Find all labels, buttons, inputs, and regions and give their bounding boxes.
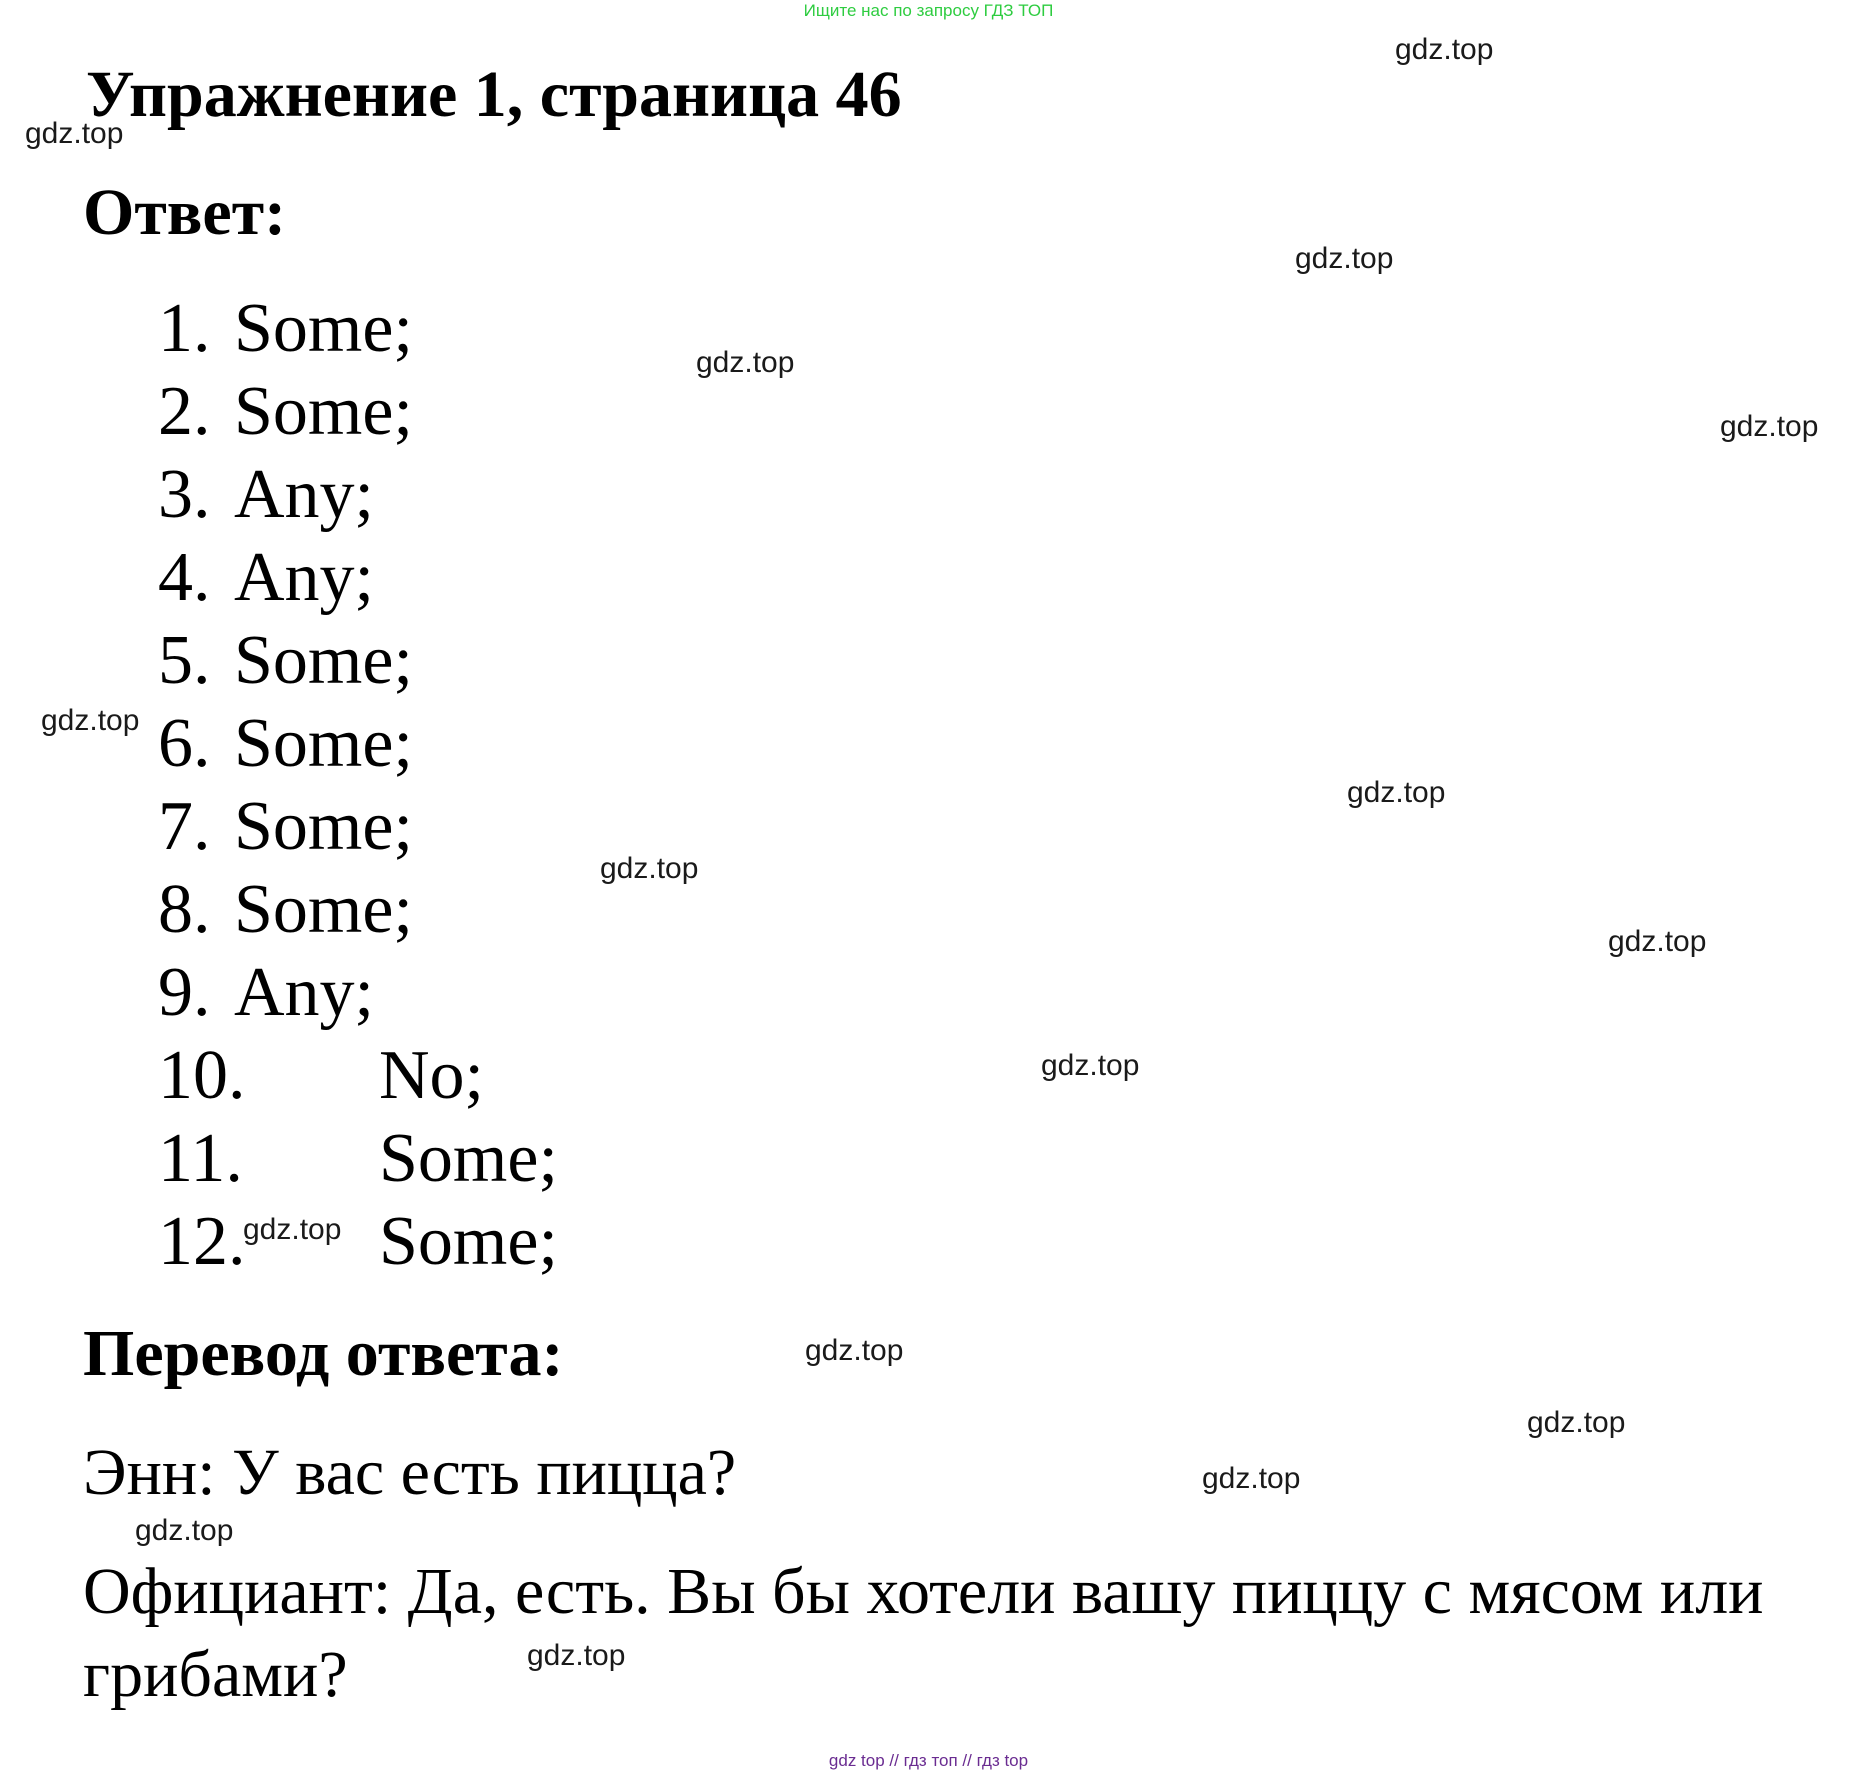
answer-value: Some; xyxy=(234,290,413,367)
answer-item xyxy=(158,951,374,1035)
answer-value: Some; xyxy=(234,705,413,782)
watermark: gdz.top xyxy=(696,346,795,379)
watermark: gdz.top xyxy=(1202,1462,1301,1495)
answer-item xyxy=(158,1034,484,1118)
answer-item xyxy=(158,453,374,537)
answer-number: 11. xyxy=(158,1120,243,1197)
footer-banner: gdz top // гдз топ // гдз top xyxy=(828,1751,1029,1770)
answer-number: 3. xyxy=(158,456,211,533)
watermark: gdz.top xyxy=(600,852,699,885)
answer-number: 9. xyxy=(158,954,211,1031)
answer-value: Some; xyxy=(379,1120,558,1197)
answer-item xyxy=(158,868,413,952)
answer-number: 7. xyxy=(158,788,211,865)
answer-item xyxy=(158,370,413,454)
answer-number: 4. xyxy=(158,539,211,616)
watermark: gdz.top xyxy=(243,1213,342,1246)
answer-value: Some; xyxy=(234,622,413,699)
answer-number: 5. xyxy=(158,622,211,699)
answer-item xyxy=(158,1117,558,1201)
watermark: gdz.top xyxy=(41,704,140,737)
answer-item xyxy=(158,619,413,703)
answer-value: Some; xyxy=(234,788,413,865)
answer-item xyxy=(158,702,413,786)
translation-heading: Перевод ответа: xyxy=(83,1317,564,1390)
translation-line-waiter: Официант: Да, есть. Вы бы хотели вашу пиццу с мясом или xyxy=(83,1555,1764,1628)
top-banner: Ищите нас по запросу ГДЗ ТОП xyxy=(803,1,1054,20)
answer-number: 2. xyxy=(158,373,211,450)
answer-number: 10. xyxy=(158,1037,246,1114)
watermark: gdz.top xyxy=(1347,776,1446,809)
answer-number: 1. xyxy=(158,290,211,367)
answer-value: Any; xyxy=(234,539,374,616)
watermark: gdz.top xyxy=(1608,925,1707,958)
watermark: gdz.top xyxy=(1295,242,1394,275)
translation-line-waiter-continued: грибами? xyxy=(83,1638,348,1711)
page-title: Упражнение 1, страница 46 xyxy=(86,58,902,131)
answer-value: Some; xyxy=(379,1203,558,1280)
answer-value: Some; xyxy=(234,373,413,450)
watermark: gdz.top xyxy=(527,1639,626,1672)
answer-number: 12. xyxy=(158,1203,246,1280)
watermark: gdz.top xyxy=(25,117,124,150)
answer-heading: Ответ: xyxy=(83,176,287,249)
answer-value: Any; xyxy=(234,954,374,1031)
watermark: gdz.top xyxy=(1395,33,1494,66)
watermark: gdz.top xyxy=(1527,1406,1626,1439)
answer-item xyxy=(158,287,413,371)
answer-value: Any; xyxy=(234,456,374,533)
answer-item xyxy=(158,785,413,869)
translation-line-ann: Энн: У вас есть пицца? xyxy=(83,1436,737,1509)
watermark: gdz.top xyxy=(1720,410,1819,443)
watermark: gdz.top xyxy=(1041,1049,1140,1082)
watermark: gdz.top xyxy=(805,1334,904,1367)
answer-item xyxy=(158,536,374,620)
answer-value: No; xyxy=(379,1037,484,1114)
answer-number: 8. xyxy=(158,871,211,948)
watermark: gdz.top xyxy=(135,1514,234,1547)
answer-value: Some; xyxy=(234,871,413,948)
answer-number: 6. xyxy=(158,705,211,782)
